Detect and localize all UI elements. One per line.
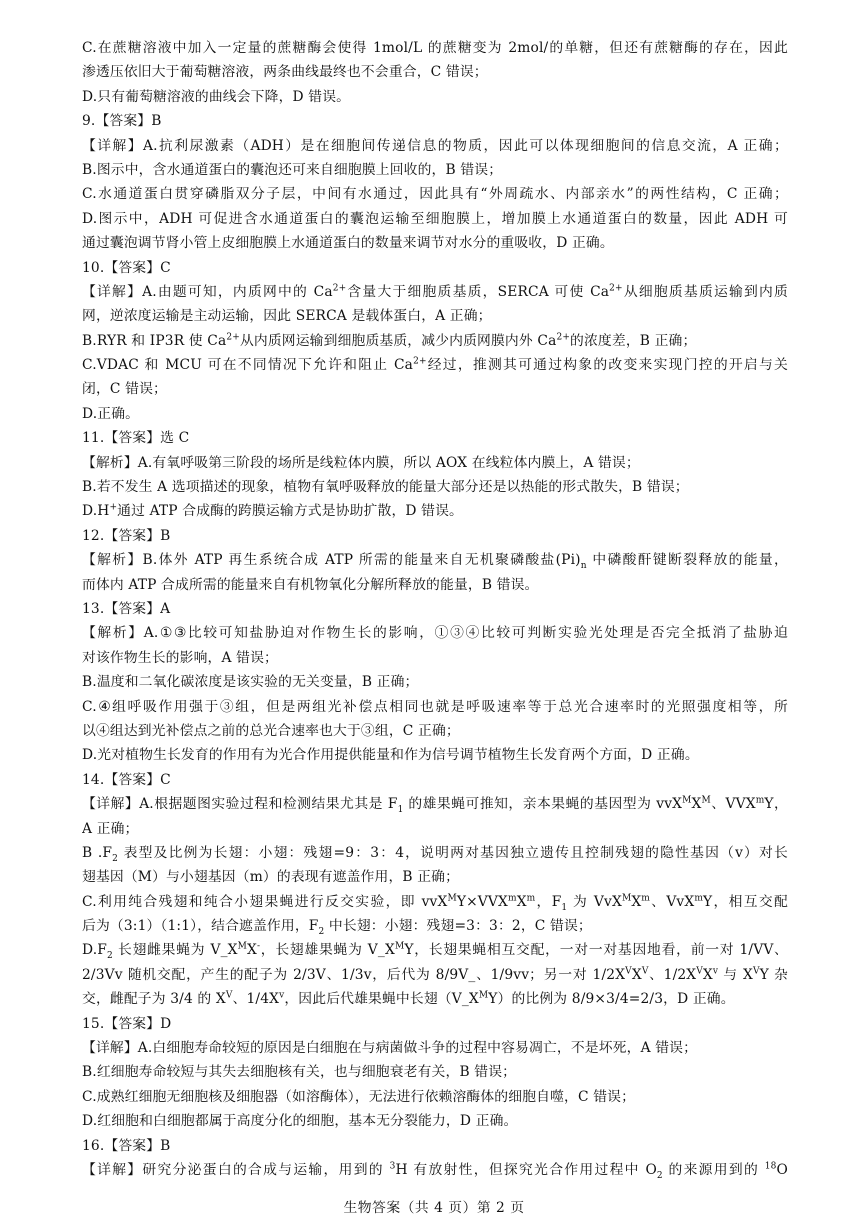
text-line: 以④组达到光补偿点之前的总光合速率也大于③组，C 正确；	[82, 722, 460, 739]
text-line: 13.【答案】A	[82, 600, 171, 617]
text-line: 【解析】B.体外 ATP 再生系统合成 ATP 所需的能量来自无机聚磷酸盐$(Pi)_n$ 中磷酸酐键断裂释放的能量，	[82, 552, 788, 571]
text-line: 渗透压依旧大于葡萄糖溶液，两条曲线最终也不会重合，C 错误；	[82, 64, 488, 81]
answer-text-body	[82, 36, 788, 1182]
text-line: 【详解】A.由题可知，内质网中的 $Ca^{2+}$含量大于细胞质基质，SERCA 可使 $Ca^{2+}$从细胞质基质运输到内质	[82, 283, 788, 300]
text-line: C.利用纯合残翅和纯合小翅果蝇进行反交实验，即 $vvX^MY\times VVX^mX^m$，$F_1$ 为 $VvX^MX^m$、VvX$^m$Y，相互交配	[82, 893, 788, 913]
text-line: B.若不发生 A 选项描述的现象，植物有氧呼吸释放的能量大部分还是以热能的形式散失，B 错误；	[82, 479, 689, 496]
text-line: D.正确。	[82, 405, 140, 422]
text-line: $D.F_2$ 长翅雌果蝇为 $V\_X^MX^-$，长翅雄果蝇为 $V\_X^MY$，长翅果蝇相互交配，一对一对基因地看，前一对 1/VV、	[82, 941, 788, 962]
text-line: 14.【答案】C	[82, 771, 171, 788]
text-line: 11.【答案】选 C	[82, 430, 190, 447]
text-line: 9.【答案】B	[82, 113, 162, 130]
text-line: 网，逆浓度运输是主动运输，因此 SERCA 是载体蛋白，A 正确；	[82, 308, 492, 325]
text-line: 后为（3:1）（1:1），结合遮盖作用，$F_2$ 中长翅：小翅：残翅=3：3：2，C 错误；	[82, 918, 592, 937]
text-line: 2/3Vv 随机交配，产生的配子为 2/3V、1/3v，后代为 8/9V_、1/9vv；另一对 $1/2X^VX^V$、$1/2X^VX^v$ 与 $X^VY$ 杂	[82, 966, 788, 983]
text-line: C.水通道蛋白贯穿磷脂双分子层，中间有水通过，因此具有“外周疏水、内部亲水”的两性结构，C 正确；	[82, 186, 788, 203]
text-line: D.光对植物生长发育的作用有为光合作用提供能量和作为信号调节植物生长发育两个方面，D 正确。	[82, 747, 699, 764]
text-line: C.成熟红细胞无细胞核及细胞器（如溶酶体），无法进行依赖溶酶体的细胞自噬，C 错误；	[82, 1088, 636, 1105]
text-line: D.红细胞和白细胞都属于高度分化的细胞，基本无分裂能力，D 正确。	[82, 1113, 518, 1130]
text-line: C.④组呼吸作用强于③组，但是两组光补偿点相同也就是呼吸速率等于总光合速率时的光照强度相等，所	[82, 698, 788, 715]
text-line: B.RYR 和 IP3R 使 $Ca^{2+}$从内质网运输到细胞质基质，减少内质网膜内外 $Ca^{2+}$的浓度差，B 正确；	[82, 332, 697, 349]
text-line: D.图示中，ADH 可促进含水通道蛋白的囊泡运输至细胞膜上，增加膜上水通道蛋白的数量，因此 ADH 可	[82, 210, 788, 227]
text-line: D.H+通过 ATP 合成酶的跨膜运输方式是协助扩散，D 错误。	[82, 502, 463, 520]
text-line: 对该作物生长的影响，A 错误；	[82, 649, 278, 666]
text-line: 而体内 ATP 合成所需的能量来自有机物氧化分解所释放的能量，B 错误。	[82, 576, 539, 593]
text-line: 【解析】A.有氧呼吸第三阶段的场所是线粒体内膜，所以 AOX 在线粒体内膜上，A 错误；	[82, 454, 640, 471]
text-line: 【详解】A.抗利尿激素（ADH）是在细胞间传递信息的物质，因此可以体现细胞间的信息交流，A 正确；	[82, 137, 788, 154]
text-line: B.红细胞寿命较短与其失去细胞核有关，也与细胞衰老有关，B 错误；	[82, 1064, 517, 1081]
text-line: 翅基因（M）与小翅基因（m）的表现有遮盖作用，B 正确；	[82, 869, 460, 886]
text-line: A 正确；	[82, 820, 139, 837]
text-line: 10.【答案】C	[82, 259, 171, 276]
text-line: 通过囊泡调节肾小管上皮细胞膜上水通道蛋白的数量来调节对水分的重吸收，D 正确。	[82, 235, 614, 252]
text-line: 【详解】A.白细胞寿命较短的原因是白细胞在与病菌做斗争的过程中容易凋亡，不是坏死，A 错误；	[82, 1040, 698, 1057]
text-line: 12.【答案】B	[82, 527, 171, 544]
text-line: 【详解】研究分泌蛋白的合成与运输，用到的 $^3$H 有放射性，但探究光合作用过程中 $O_2$ 的来源用到的 $^{18}$O	[82, 1161, 788, 1181]
text-line: 闭，C 错误；	[82, 381, 167, 398]
text-line: 【详解】A.根据题图实验过程和检测结果尤其是 $F_1$ 的雄果蝇可推知，亲本果蝇的基因型为 $vvX^MX^M$、VVX$^m$Y，	[82, 795, 788, 815]
text-line: B $.F_2$ 表型及比例为长翅：小翅：残翅=9：3：4，说明两对基因独立遗传且控制残翅的隐性基因（v）对长	[82, 844, 788, 864]
text-line: C.VDAC 和 MCU 可在不同情况下允许和阻止 $Ca^{2+}$经过，推测其可通过构象的改变来实现门控的开启与关	[82, 356, 788, 374]
text-line: 16.【答案】B	[82, 1137, 171, 1154]
text-line: 【解析】A.①③比较可知盐胁迫对作物生长的影响，①③④比较可判断实验光处理是否完全抵消了盐胁迫	[82, 625, 788, 642]
text-line: B.图示中，含水通道蛋白的囊泡还可来自细胞膜上回收的，B 错误；	[82, 161, 503, 178]
text-line: B.温度和二氧化碳浓度是该实验的无关变量，B 正确；	[82, 674, 419, 691]
text-line: 15.【答案】D	[82, 1015, 172, 1032]
text-line: C.在蔗糖溶液中加入一定量的蔗糖酶会使得 1mol/L 的蔗糖变为 2mol/的单糖，但还有蔗糖酶的存在，因此	[82, 40, 788, 56]
text-line: D.只有葡萄糖溶液的曲线会下降，D 错误。	[82, 88, 351, 105]
page-footer: 生物答案（共 4 页）第 2 页	[343, 1200, 525, 1216]
text-line: 交，雌配子为 3/4 的 $X^V$、$1/4X^v$，因此后代雄果蝇中长翅$(V\_X^MY)$的比例为 8/9×3/4=2/3，D 正确。	[82, 990, 735, 1008]
